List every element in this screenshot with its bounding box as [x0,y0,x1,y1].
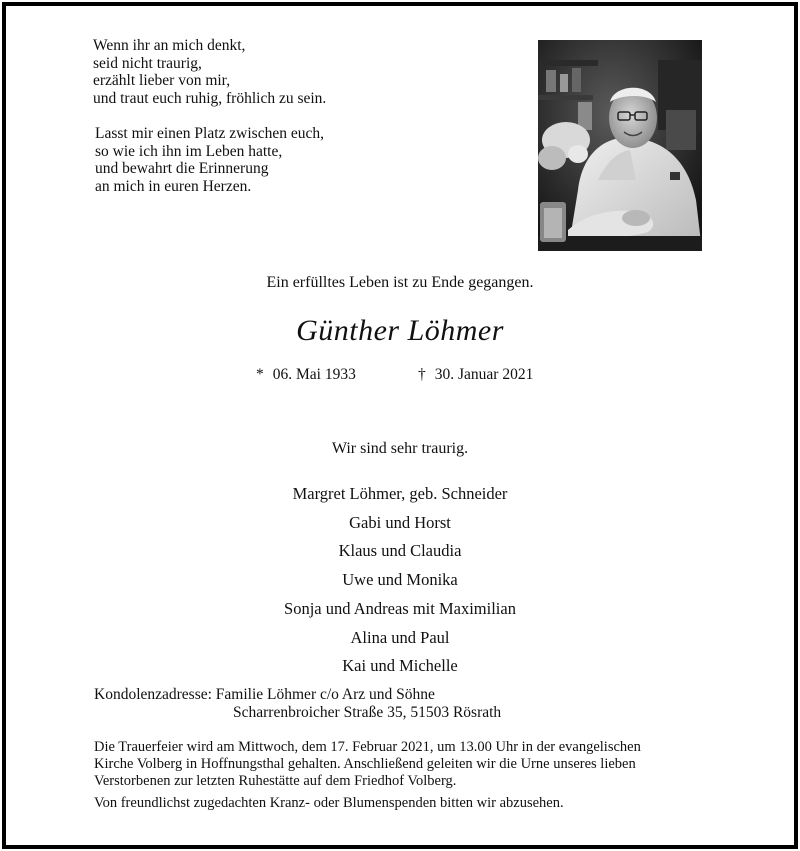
poem-line: so wie ich ihn im Leben hatte, [95,142,283,160]
funeral-notice [94,739,734,812]
poem-line: Wenn ihr an mich denkt, [93,37,246,54]
birth-date [256,366,356,384]
family-member: Gabi und Horst [349,512,451,532]
family-member: Sonja und Andreas mit Maximilian [284,598,516,618]
family-list [0,480,800,681]
deceased-name: Günther Löhmer [296,314,504,347]
poem-line: seid nicht traurig, [93,54,202,72]
intro-line: Ein erfülltes Leben ist zu Ende gegangen. [266,274,534,291]
poem-stanza-1 [93,37,326,107]
condolence-address [94,686,501,721]
poem-line: erzählt lieber von mir, [93,72,231,89]
poem-line: und traut euch ruhig, fröhlich zu sein. [93,89,327,107]
birth-date-text: 06. Mai 1933 [272,366,356,383]
family-member: Kai und Michelle [342,656,458,676]
family-member: Klaus und Claudia [338,541,462,561]
death-date [418,366,533,384]
notice-line: Kirche Volberg in Hoffnungsthal gehalten. Anschließend geleiten wir die Urne unseres lieben [94,756,636,773]
death-date-text: 30. Januar 2021 [434,366,534,383]
mourning-line: Wir sind sehr traurig. [331,440,469,457]
cross-icon: † [418,366,426,383]
family-member: Margret Löhmer, geb. Schneider [292,484,508,503]
family-member: Alina und Paul [350,627,450,647]
notice-line: Verstorbenen zur letzten Ruhestätte auf dem Friedhof Volberg. [94,773,457,790]
poem-line: an mich in euren Herzen. [95,177,252,195]
condolence-line-1: Kondolenzadresse: Familie Löhmer c/o Arz und Söhne [94,686,435,703]
birth-symbol-icon: * [256,366,264,383]
portrait-photo [538,40,702,251]
notice-line: Die Trauerfeier wird am Mittwoch, dem 17. Februar 2021, um 13.00 Uhr in der evangelischen [94,739,641,755]
poem-stanza-2 [95,125,324,195]
donation-note: Von freundlichst zugedachten Kranz- oder Blumenspenden bitten wir abzusehen. [94,794,564,811]
family-member: Uwe und Monika [342,570,458,590]
portrait-photo-icon [538,40,702,251]
condolence-line-2: Scharrenbroicher Straße 35, 51503 Rösrath [233,703,502,721]
poem-line: und bewahrt die Erinnerung [95,160,269,177]
poem-line: Lasst mir einen Platz zwischen euch, [95,125,324,142]
